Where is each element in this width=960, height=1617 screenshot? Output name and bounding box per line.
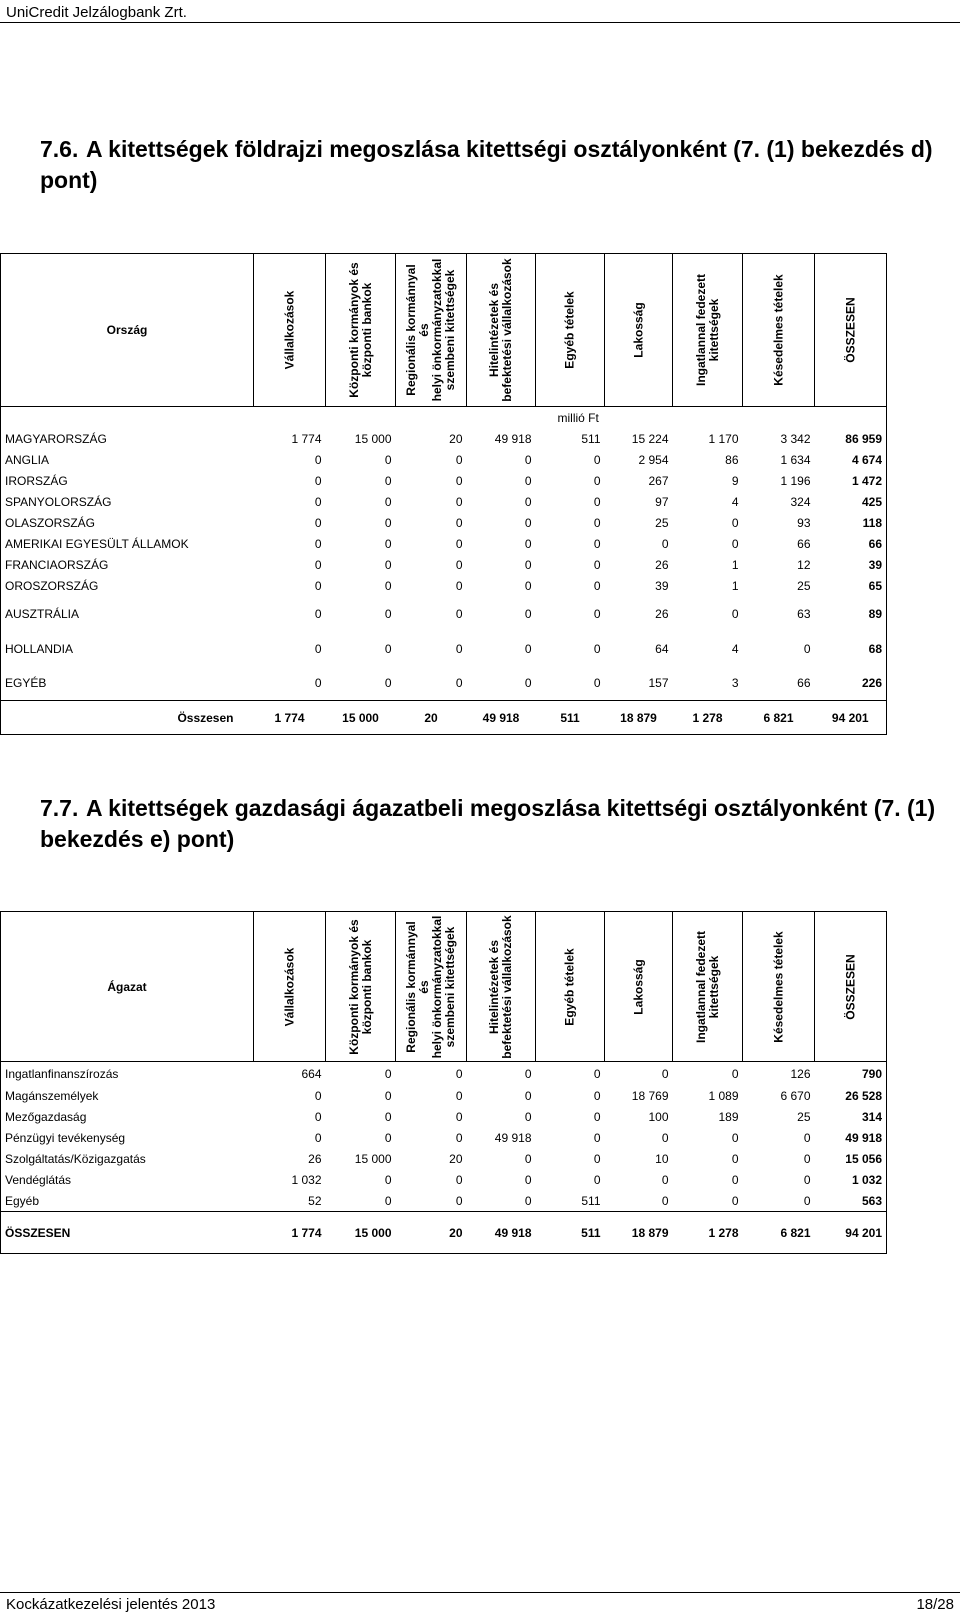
cell-value: 0 — [731, 516, 739, 530]
column-header — [326, 912, 396, 1062]
cell-value: 4 — [731, 495, 739, 509]
footer-rule — [0, 1592, 960, 1593]
total-value: 6 821 — [743, 1212, 815, 1254]
row-label: AUSZTRÁLIA — [1, 597, 254, 632]
row-label: IRORSZÁG — [1, 471, 254, 492]
cell-value: 0 — [384, 558, 392, 572]
cell-value: 0 — [455, 675, 463, 690]
cell-value: 20 — [449, 432, 463, 446]
column-header — [743, 912, 815, 1062]
cell-value: 0 — [384, 1066, 392, 1081]
unit-spacer — [1, 407, 536, 429]
cell-value: 0 — [524, 1110, 532, 1124]
cell-value: 0 — [384, 474, 392, 488]
cell-value: 26 528 — [815, 1086, 887, 1107]
unit-label: millió Ft — [536, 407, 887, 429]
total-value: 6 821 — [743, 701, 815, 735]
cell-value: 0 — [524, 675, 532, 690]
total-value: 49 918 — [467, 1212, 536, 1254]
cell-value: 1 032 — [815, 1170, 887, 1191]
row-label: OROSZORSZÁG — [1, 576, 254, 597]
cell-value: 63 — [797, 607, 811, 621]
cell-value: 0 — [524, 607, 532, 621]
column-header-label: Központi kormányok és központi bankok — [346, 262, 374, 398]
cell-value: 0 — [384, 453, 392, 467]
cell-value: 20 — [449, 1152, 463, 1166]
total-value: 1 774 — [254, 1212, 326, 1254]
cell-value: 89 — [815, 597, 887, 632]
cell-value: 0 — [593, 558, 601, 572]
row-label: OLASZORSZÁG — [1, 513, 254, 534]
total-row — [1, 1212, 887, 1254]
cell-value: 0 — [384, 537, 392, 551]
cell-value: 86 959 — [815, 429, 887, 450]
row-label: MAGYARORSZÁG — [1, 429, 254, 450]
cell-value: 0 — [524, 1173, 532, 1187]
section-heading: A kitettségek földrajzi megoszlása kitettségi osztályonként (7. (1) bekezdés d) pont) — [40, 136, 933, 193]
cell-value: 0 — [314, 579, 322, 593]
total-value: 94 201 — [815, 1212, 887, 1254]
cell-value: 0 — [593, 641, 601, 656]
cell-value: 0 — [455, 453, 463, 467]
cell-value: 97 — [655, 495, 669, 509]
cell-value: 0 — [524, 1089, 532, 1103]
cell-value: 18 769 — [631, 1089, 669, 1103]
row-label: ANGLIA — [1, 450, 254, 471]
cell-value: 0 — [593, 579, 601, 593]
total-value: 15 000 — [326, 701, 396, 735]
cell-value: 49 918 — [815, 1128, 887, 1149]
row-label: AMERIKAI EGYESÜLT ÁLLAMOK — [1, 534, 254, 555]
column-header — [396, 254, 467, 407]
cell-value: 1 — [731, 579, 739, 593]
total-value: 15 000 — [326, 1212, 396, 1254]
column-header-label: Egyéb tételek — [562, 947, 577, 1026]
column-header-label: Egyéb tételek — [562, 291, 577, 369]
cell-value: 0 — [524, 1152, 532, 1166]
cell-value: 2 954 — [638, 453, 669, 467]
cell-value: 1 — [731, 558, 739, 572]
geographic-exposure-table — [0, 253, 887, 735]
cell-value: 0 — [455, 579, 463, 593]
cell-value: 15 224 — [631, 432, 669, 446]
cell-value: 25 — [797, 1110, 811, 1124]
table-row — [1, 555, 887, 576]
cell-value: 0 — [455, 1131, 463, 1145]
row-label: Mezőgazdaság — [1, 1107, 254, 1128]
cell-value: 0 — [803, 1131, 811, 1145]
cell-value: 0 — [593, 1110, 601, 1124]
cell-value: 0 — [593, 495, 601, 509]
table-row — [1, 1086, 887, 1107]
total-value: 20 — [396, 1212, 467, 1254]
cell-value: 0 — [661, 1173, 669, 1187]
row-label: SPANYOLORSZÁG — [1, 492, 254, 513]
cell-value: 100 — [648, 1110, 669, 1124]
cell-value: 15 056 — [815, 1149, 887, 1170]
cell-value: 0 — [384, 516, 392, 530]
cell-value: 0 — [455, 1089, 463, 1103]
table-row — [1, 632, 887, 666]
total-value: 511 — [536, 1212, 605, 1254]
total-value: 20 — [396, 701, 467, 735]
cell-value: 0 — [384, 1193, 392, 1208]
cell-value: 0 — [593, 453, 601, 467]
cell-value: 0 — [524, 1193, 532, 1208]
section-heading: A kitettségek gazdasági ágazatbeli megoszlása kitettségi osztályonként (7. (1) bekezdés e) pont) — [40, 795, 936, 852]
table-row — [1, 513, 887, 534]
cell-value: 0 — [314, 453, 322, 467]
total-value: 18 879 — [605, 701, 673, 735]
table-row — [1, 576, 887, 597]
cell-value: 0 — [593, 675, 601, 690]
row-label: Egyéb — [1, 1191, 254, 1212]
column-header — [467, 254, 536, 407]
row-label: Ingatlanfinanszírozás — [1, 1062, 254, 1086]
cell-value: 0 — [661, 1131, 669, 1145]
cell-value: 3 342 — [780, 432, 811, 446]
cell-value: 0 — [731, 607, 739, 621]
cell-value: 0 — [524, 1066, 532, 1081]
cell-value: 6 670 — [780, 1089, 811, 1103]
row-header-cell: Ország — [1, 254, 254, 407]
sector-exposure-table — [0, 911, 887, 1254]
cell-value: 563 — [815, 1191, 887, 1212]
cell-value: 26 — [655, 558, 669, 572]
table-row — [1, 666, 887, 701]
cell-value: 0 — [455, 641, 463, 656]
cell-value: 0 — [455, 1066, 463, 1081]
cell-value: 0 — [731, 1173, 739, 1187]
column-header — [326, 254, 396, 407]
cell-value: 9 — [731, 474, 739, 488]
row-label: Pénzügyi tevékenység — [1, 1128, 254, 1149]
total-label: ÖSSZESEN — [1, 1212, 254, 1254]
cell-value: 26 — [655, 607, 669, 621]
cell-value: 0 — [803, 641, 811, 656]
cell-value: 68 — [815, 632, 887, 666]
cell-value: 0 — [731, 1152, 739, 1166]
cell-value: 0 — [455, 495, 463, 509]
cell-value: 0 — [524, 558, 532, 572]
cell-value: 0 — [455, 474, 463, 488]
table-row — [1, 1107, 887, 1128]
cell-value: 0 — [593, 1066, 601, 1081]
cell-value: 226 — [815, 666, 887, 701]
column-header-label: Késedelmes tételek — [771, 274, 785, 386]
cell-value: 0 — [455, 558, 463, 572]
cell-value: 664 — [301, 1066, 322, 1081]
column-header — [605, 912, 673, 1062]
column-header-label: Regionális kormánnyal és helyi önkormányzatokkal szembeni kitettségek — [404, 915, 457, 1058]
cell-value: 0 — [314, 1131, 322, 1145]
cell-value: 0 — [524, 495, 532, 509]
column-header — [815, 912, 887, 1062]
cell-value: 0 — [593, 1089, 601, 1103]
header-row — [1, 912, 887, 1062]
cell-value: 0 — [384, 1131, 392, 1145]
cell-value: 0 — [661, 537, 669, 551]
cell-value: 0 — [524, 579, 532, 593]
cell-value: 1 170 — [708, 432, 739, 446]
cell-value: 790 — [815, 1062, 887, 1086]
cell-value: 1 196 — [780, 474, 811, 488]
cell-value: 1 774 — [291, 432, 322, 446]
cell-value: 52 — [308, 1193, 322, 1208]
column-header — [467, 912, 536, 1062]
cell-value: 10 — [655, 1152, 669, 1166]
cell-value: 0 — [314, 558, 322, 572]
cell-value: 26 — [308, 1152, 322, 1166]
column-header — [536, 912, 605, 1062]
column-header — [536, 254, 605, 407]
column-header-label: ÖSSZESEN — [843, 953, 857, 1020]
cell-value: 0 — [661, 1193, 669, 1208]
cell-value: 0 — [384, 607, 392, 621]
total-value: 1 774 — [254, 701, 326, 735]
row-label: Magánszemélyek — [1, 1086, 254, 1107]
cell-value: 0 — [803, 1193, 811, 1208]
cell-value: 1 634 — [780, 453, 811, 467]
cell-value: 49 918 — [494, 432, 532, 446]
row-label: FRANCIAORSZÁG — [1, 555, 254, 576]
column-header-label: Regionális kormánnyal és helyi önkormányzatokkal szembeni kitettségek — [404, 258, 457, 402]
cell-value: 324 — [790, 495, 811, 509]
cell-value: 39 — [655, 579, 669, 593]
cell-value: 0 — [455, 516, 463, 530]
column-header-label: Központi kormányok és központi bankok — [346, 918, 374, 1055]
cell-value: 126 — [790, 1066, 811, 1081]
total-value: 1 278 — [673, 1212, 743, 1254]
total-value: 94 201 — [815, 701, 887, 735]
cell-value: 65 — [815, 576, 887, 597]
column-header-label: Lakosság — [631, 302, 645, 358]
cell-value: 0 — [384, 495, 392, 509]
cell-value: 0 — [593, 1131, 601, 1145]
cell-value: 39 — [815, 555, 887, 576]
column-header-label: Hitelintézetek és befektetési vállalkozások — [487, 258, 514, 402]
cell-value: 0 — [314, 495, 322, 509]
cell-value: 0 — [455, 607, 463, 621]
table-row — [1, 1128, 887, 1149]
cell-value: 157 — [648, 675, 669, 690]
total-label: Összesen — [1, 701, 254, 735]
column-header-label: Vállalkozások — [282, 947, 296, 1026]
table-row — [1, 492, 887, 513]
cell-value: 0 — [524, 453, 532, 467]
cell-value: 0 — [731, 1131, 739, 1145]
cell-value: 64 — [655, 641, 669, 656]
cell-value: 0 — [593, 1152, 601, 1166]
table-row — [1, 429, 887, 450]
total-value: 1 278 — [673, 701, 743, 735]
cell-value: 0 — [455, 537, 463, 551]
total-row — [1, 701, 887, 735]
table-row — [1, 597, 887, 632]
column-header — [254, 254, 326, 407]
cell-value: 511 — [581, 1193, 601, 1208]
cell-value: 0 — [731, 1066, 739, 1081]
column-header-label: Hitelintézetek és befektetési vállalkozások — [487, 914, 514, 1059]
cell-value: 0 — [524, 516, 532, 530]
cell-value: 0 — [314, 641, 322, 656]
cell-value: 0 — [384, 579, 392, 593]
table-row — [1, 1149, 887, 1170]
cell-value: 66 — [797, 675, 811, 690]
cell-value: 0 — [384, 1089, 392, 1103]
cell-value: 314 — [815, 1107, 887, 1128]
table-row — [1, 1062, 887, 1086]
cell-value: 0 — [455, 1193, 463, 1208]
cell-value: 12 — [797, 558, 811, 572]
cell-value: 15 000 — [354, 432, 392, 446]
footer-page-number: 18/28 — [916, 1596, 954, 1613]
cell-value: 1 089 — [708, 1089, 739, 1103]
column-header-label: Lakosság — [631, 958, 645, 1015]
cell-value: 118 — [815, 513, 887, 534]
header-row — [1, 254, 887, 407]
cell-value: 511 — [581, 432, 601, 446]
cell-value: 0 — [731, 537, 739, 551]
column-header-label: Ingatlannal fedezett kitettségek — [693, 930, 721, 1043]
column-header-label: Ingatlannal fedezett kitettségek — [693, 274, 721, 387]
cell-value: 0 — [384, 1110, 392, 1124]
cell-value: 1 032 — [291, 1173, 322, 1187]
column-header-label: Vállalkozások — [282, 290, 296, 370]
cell-value: 0 — [593, 607, 601, 621]
column-header — [254, 912, 326, 1062]
column-header-label: Késedelmes tételek — [771, 930, 785, 1043]
section-title-sector — [40, 793, 940, 855]
cell-value: 66 — [797, 537, 811, 551]
cell-value: 0 — [593, 516, 601, 530]
row-header-cell: Ágazat — [1, 912, 254, 1062]
cell-value: 0 — [314, 537, 322, 551]
cell-value: 0 — [314, 1110, 322, 1124]
cell-value: 0 — [384, 641, 392, 656]
cell-value: 49 918 — [494, 1131, 532, 1145]
cell-value: 0 — [314, 607, 322, 621]
cell-value: 93 — [797, 516, 811, 530]
cell-value: 15 000 — [354, 1152, 392, 1166]
cell-value: 0 — [314, 516, 322, 530]
column-header — [605, 254, 673, 407]
table-row — [1, 1191, 887, 1212]
cell-value: 0 — [455, 1110, 463, 1124]
cell-value: 0 — [314, 675, 322, 690]
cell-value: 3 — [731, 675, 739, 690]
cell-value: 0 — [593, 1173, 601, 1187]
cell-value: 25 — [797, 579, 811, 593]
row-label: Vendéglátás — [1, 1170, 254, 1191]
cell-value: 0 — [593, 537, 601, 551]
row-label: Szolgáltatás/Közigazgatás — [1, 1149, 254, 1170]
section-title-geographic — [40, 134, 940, 196]
table-row — [1, 534, 887, 555]
cell-value: 4 674 — [815, 450, 887, 471]
cell-value: 267 — [648, 474, 669, 488]
cell-value: 1 472 — [815, 471, 887, 492]
cell-value: 0 — [731, 1193, 739, 1208]
column-header-label: ÖSSZESEN — [843, 297, 857, 363]
total-value: 49 918 — [467, 701, 536, 735]
total-value: 511 — [536, 701, 605, 735]
cell-value: 189 — [718, 1110, 739, 1124]
cell-value: 0 — [524, 474, 532, 488]
row-label: EGYÉB — [1, 666, 254, 701]
footer-report-title: Kockázatkezelési jelentés 2013 — [6, 1596, 216, 1613]
cell-value: 0 — [455, 1173, 463, 1187]
row-label: HOLLANDIA — [1, 632, 254, 666]
section-number: 7.7. — [40, 795, 79, 821]
column-header — [743, 254, 815, 407]
cell-value: 0 — [314, 474, 322, 488]
cell-value: 0 — [803, 1152, 811, 1166]
table-row — [1, 471, 887, 492]
cell-value: 0 — [524, 641, 532, 656]
cell-value: 25 — [655, 516, 669, 530]
cell-value: 0 — [661, 1066, 669, 1081]
cell-value: 66 — [815, 534, 887, 555]
cell-value: 0 — [314, 1089, 322, 1103]
cell-value: 425 — [815, 492, 887, 513]
cell-value: 0 — [593, 474, 601, 488]
company-name: UniCredit Jelzálogbank Zrt. — [6, 4, 187, 21]
column-header — [673, 254, 743, 407]
header-rule — [0, 22, 960, 23]
table-row — [1, 1170, 887, 1191]
column-header — [673, 912, 743, 1062]
column-header — [815, 254, 887, 407]
section-number: 7.6. — [40, 136, 79, 162]
cell-value: 0 — [803, 1173, 811, 1187]
cell-value: 0 — [384, 1173, 392, 1187]
cell-value: 4 — [731, 641, 739, 656]
table-row — [1, 450, 887, 471]
cell-value: 0 — [524, 537, 532, 551]
total-value: 18 879 — [605, 1212, 673, 1254]
column-header — [396, 912, 467, 1062]
cell-value: 86 — [725, 453, 739, 467]
cell-value: 0 — [384, 675, 392, 690]
unit-row — [1, 407, 887, 429]
